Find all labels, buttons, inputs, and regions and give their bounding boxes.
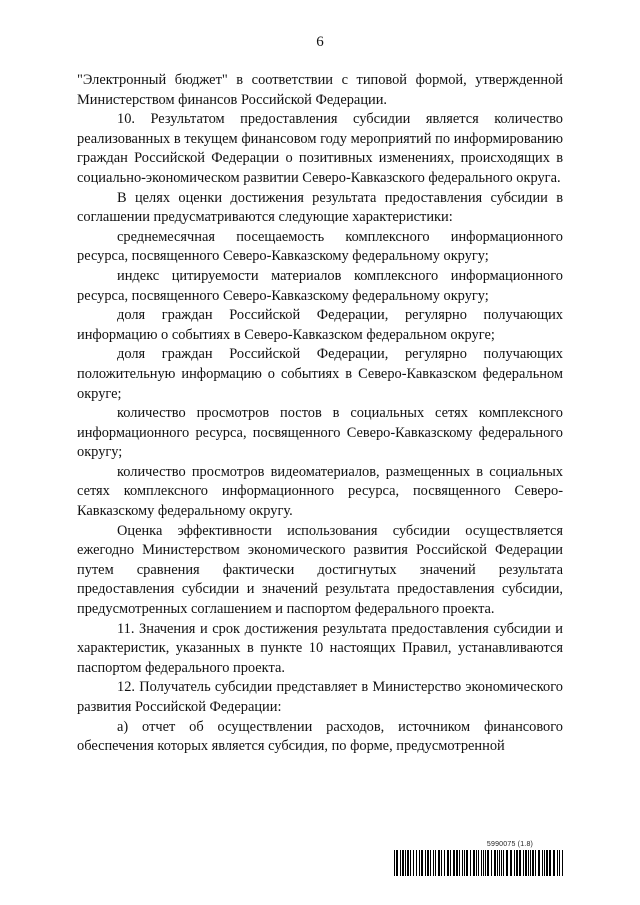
paragraph-clause-12a: а) отчет об осуществлении расходов, источником финансового обеспечения которых является субсидия, по форме, предусмотренной — [77, 718, 563, 755]
paragraph-item-video-views: количество просмотров видеоматериалов, размещенных в социальных сетях комплексного информационного ресурса, посвященного Северо-Кавказскому федеральному округу. — [77, 463, 563, 520]
document-code: 5990075 (1.8) — [486, 841, 534, 848]
paragraph-item-positive-info-share: доля граждан Российской Федерации, регулярно получающих положительную информацию о событиях в Северо-Кавказском федеральном округе; — [77, 346, 563, 402]
paragraph-continuation: "Электронный бюджет" в соответствии с типовой формой, утвержденной Министерством финансов Российской Федерации. — [77, 72, 563, 108]
paragraph-efficiency-assessment: Оценка эффективности использования субсидии осуществляется ежегодно Министерством экономического развития Российской Федерации путем сравнения фактически достигнутых значений результата предоставления субсидии и значений результата предоставления субсидии, предусмотренных соглашением и паспортом федерального проекта. — [77, 522, 563, 618]
paragraph-characteristics-intro: В целях оценки достижения результата предоставления субсидии в соглашении предусматриваются следующие характеристики: — [77, 189, 563, 226]
paragraph-clause-11: 11. Значения и срок достижения результата предоставления субсидии и характеристик, указанных в пункте 10 настоящих Правил, устанавливаются паспортом федерального проекта. — [77, 620, 563, 676]
paragraph-item-post-views: количество просмотров постов в социальных сетях комплексного информационного ресурса, посвященного Северо-Кавказскому федерального округу; — [77, 405, 563, 461]
page-number: 6 — [316, 34, 324, 50]
paragraph-item-informed-share: доля граждан Российской Федерации, регулярно получающих информацию о событиях в Северо-Кавказском федеральном округе; — [77, 307, 563, 343]
document-body — [77, 71, 563, 757]
paragraph-clause-10: 10. Результатом предоставления субсидии является количество реализованных в текущем финансовом году мероприятий по информированию граждан Российской Федерации о позитивных изменениях, происходящих в социально-экономическом развитии Северо-Кавказского федерального округа. — [77, 111, 563, 186]
paragraph-item-citation-index: индекс цитируемости материалов комплексного информационного ресурса, посвященного Северо-Кавказскому федеральному округу; — [77, 267, 563, 304]
barcode — [394, 850, 564, 876]
paragraph-item-attendance: среднемесячная посещаемость комплексного информационного ресурса, посвященного Северо-Кавказскому федеральному округу; — [77, 228, 563, 265]
paragraph-clause-12: 12. Получатель субсидии представляет в Министерство экономического развития Российской Федерации: — [77, 679, 563, 715]
